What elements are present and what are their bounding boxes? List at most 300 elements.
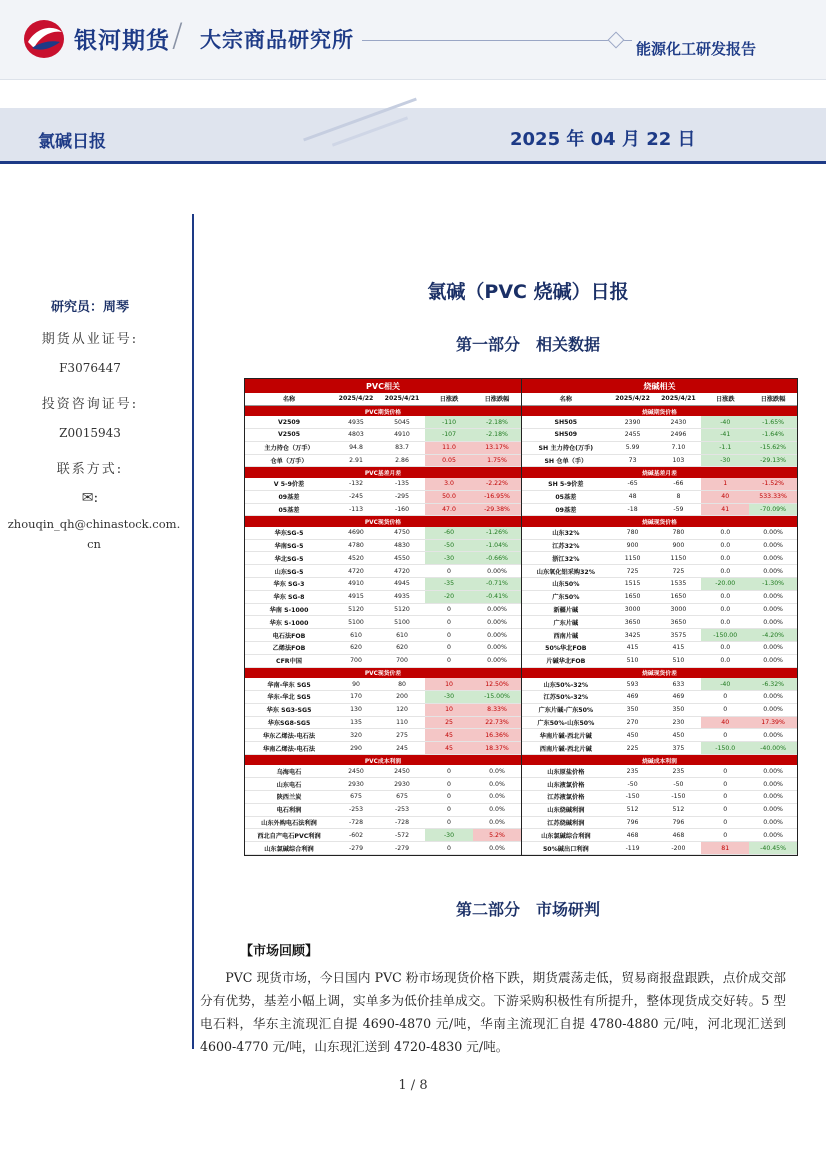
table-cell: -150.00 xyxy=(701,629,749,641)
table-cell: 0 xyxy=(723,819,728,826)
row-label: 华南-华东 SG5 xyxy=(267,681,311,689)
row-label: 山东50%-32% xyxy=(543,681,589,689)
column-header-cell: 2025/4/21 xyxy=(661,395,696,403)
table-subsection-header: PVC期货价格 xyxy=(245,406,521,417)
table-row xyxy=(245,552,521,565)
table-row xyxy=(245,565,521,578)
table-cell: 4520 xyxy=(348,554,364,562)
title-band xyxy=(0,108,826,164)
table-cell: -135 xyxy=(394,480,410,488)
table-cell: 4780 xyxy=(348,542,364,550)
report-date: 2025 年 04 月 22 日 xyxy=(510,129,696,150)
table-cell: 0.0 xyxy=(720,618,731,626)
row-label: 50%碱出口利润 xyxy=(542,845,589,853)
table-cell: 1650 xyxy=(624,593,641,601)
table-row xyxy=(522,729,797,742)
row-label: 华东SG8-SG5 xyxy=(267,719,311,727)
table-cell: 2455 xyxy=(624,431,641,439)
table-cell: 135 xyxy=(350,718,362,726)
table-row xyxy=(245,691,521,704)
section-title-analysis: 第二部分 市场研判 xyxy=(455,900,600,919)
table-cell: 3650 xyxy=(624,618,641,626)
row-label: 山东氯碱综合利润 xyxy=(264,845,314,853)
table-cell: 510 xyxy=(626,657,639,665)
table-cell: 0 xyxy=(447,618,451,626)
table-cell: 0.0% xyxy=(489,844,505,852)
table-cell: 0 xyxy=(447,644,451,652)
table-row xyxy=(245,478,521,491)
row-label: 西南片碱-西北片碱 xyxy=(539,745,592,753)
table-row xyxy=(245,504,521,517)
table-row xyxy=(522,578,797,591)
row-label: 江苏液氯价格 xyxy=(547,794,585,802)
table-row xyxy=(522,678,797,691)
table-cell: 0.00% xyxy=(763,567,783,575)
table-row xyxy=(522,778,797,791)
table-cell: -2.18% xyxy=(473,416,521,428)
table-cell: -1.04% xyxy=(473,540,521,552)
row-label: SH 5-9价差 xyxy=(548,481,584,489)
table-row xyxy=(245,791,521,804)
table-cell: -200 xyxy=(671,844,686,852)
table-cell: 0.0 xyxy=(720,606,731,614)
table-cell: 0 xyxy=(447,631,451,639)
table-cell: -15.62% xyxy=(749,442,797,454)
row-label: CFR中国 xyxy=(276,658,302,666)
table-row xyxy=(245,655,521,668)
table-cell: -113 xyxy=(348,505,364,513)
table-cell: 620 xyxy=(350,644,362,652)
table-cell: 200 xyxy=(396,693,408,701)
table-cell: 0.05 xyxy=(425,455,473,467)
table-row xyxy=(522,655,797,668)
table-cell: 110 xyxy=(396,718,408,726)
table-cell: 0 xyxy=(723,706,728,714)
table-row xyxy=(245,527,521,540)
table-cell: 510 xyxy=(672,657,685,665)
table-cell: 120 xyxy=(396,706,408,714)
table-row xyxy=(245,717,521,730)
table-row xyxy=(245,629,521,642)
table-cell: 2.91 xyxy=(349,457,363,465)
market-review-paragraph: PVC 现货市场，今日国内 PVC 粉市场现货价格下跌，期货震荡走低，贸易商报盘跟跌，点价成交部分有优势，基差小幅上调，实单多为低价挂单成交。下游采购积极性有所提升，整体现货成交好转。5 型电石料，华东主流现汇自提 4690-4870 元/吨，华南主流现汇自提 4780-4880 元/吨，河北现汇送到 4600-4770 元/吨，山东现汇送到 4720-4830 元/吨。 xyxy=(200,970,786,1054)
galaxy-futures-logo-icon xyxy=(22,18,66,60)
advisory-number: Z0015943 xyxy=(59,426,121,440)
row-label: 广东片碱 xyxy=(553,619,579,627)
table-cell: 230 xyxy=(672,718,685,726)
table-cell: 5.2% xyxy=(473,829,521,841)
table-cell: 450 xyxy=(626,731,639,739)
table-row xyxy=(522,478,797,491)
table-row xyxy=(245,442,521,455)
row-label: 乌海电石 xyxy=(276,768,302,776)
table-cell: 0.0 xyxy=(720,657,731,665)
table-cell: 0.00% xyxy=(763,831,783,839)
pvc-table-title: PVC相关 xyxy=(245,379,521,393)
table-cell: 0 xyxy=(447,844,451,852)
section-title-data: 第一部分 相关数据 xyxy=(455,335,600,354)
analyst-email[interactable]: zhouqin_qh@chinastock.com.cn xyxy=(7,517,181,551)
table-row xyxy=(522,540,797,553)
qualification-label: 期货从业证号: xyxy=(41,332,139,347)
table-cell: 25 xyxy=(425,717,473,729)
table-row xyxy=(245,704,521,717)
row-label: 华东 SG-8 xyxy=(273,594,305,602)
table-cell: -253 xyxy=(394,806,410,814)
table-cell: 4550 xyxy=(394,554,410,562)
table-cell: 3.0 xyxy=(425,478,473,490)
table-cell: 275 xyxy=(396,731,408,739)
table-cell: 780 xyxy=(626,529,639,537)
report-type: 能源化工研发报告 xyxy=(636,40,757,58)
table-subsection-header: PVC现货价格 xyxy=(245,516,521,527)
table-cell: 0.00% xyxy=(763,806,783,814)
row-label: 广东50% xyxy=(552,594,580,602)
table-row xyxy=(245,540,521,553)
table-cell: 40 xyxy=(701,717,749,729)
table-cell: 7.10 xyxy=(671,444,686,452)
column-header-cell: 2025/4/22 xyxy=(338,395,374,403)
table-cell: 0.0 xyxy=(720,593,731,601)
table-cell: 0.00% xyxy=(487,606,507,614)
table-cell: -0.41% xyxy=(473,591,521,603)
table-cell: 4910 xyxy=(348,580,364,588)
table-cell: 675 xyxy=(350,793,362,801)
table-cell: 4910 xyxy=(394,431,410,439)
table-cell: 1650 xyxy=(670,593,687,601)
row-label: V2505 xyxy=(277,431,300,439)
table-cell: 0.0% xyxy=(489,806,505,814)
table-row xyxy=(522,817,797,830)
table-row xyxy=(245,765,521,778)
table-cell: 40 xyxy=(701,491,749,503)
table-cell: 103 xyxy=(672,457,685,465)
table-cell: 415 xyxy=(626,644,639,652)
table-cell: 3000 xyxy=(624,606,641,614)
table-cell: 10 xyxy=(425,678,473,690)
table-row xyxy=(522,629,797,642)
row-label: SH505 xyxy=(554,418,578,426)
table-cell: 235 xyxy=(626,767,639,775)
table-cell: 0.00% xyxy=(763,731,783,739)
table-cell: -66 xyxy=(673,480,684,488)
table-row xyxy=(522,765,797,778)
table-cell: 0 xyxy=(723,767,728,775)
table-row xyxy=(522,804,797,817)
table-row xyxy=(522,455,797,468)
table-cell: 8.33% xyxy=(473,704,521,716)
table-subsection-header: PVC现货价差 xyxy=(245,668,521,679)
table-cell: -1.1 xyxy=(701,442,749,454)
row-label: 山东烧碱利润 xyxy=(547,807,585,815)
table-cell: 2.86 xyxy=(395,457,409,465)
table-row xyxy=(522,829,797,842)
table-row xyxy=(522,791,797,804)
table-cell: 73 xyxy=(628,457,637,465)
table-cell: 0 xyxy=(723,793,728,801)
table-cell: 4935 xyxy=(394,593,410,601)
table-cell: 1535 xyxy=(670,580,687,588)
table-cell: 94.8 xyxy=(349,444,363,452)
table-row xyxy=(522,416,797,429)
report-header xyxy=(0,0,826,80)
table-cell: 0.00% xyxy=(763,693,783,701)
table-row xyxy=(522,565,797,578)
table-row xyxy=(245,578,521,591)
table-cell: 4720 xyxy=(394,567,410,575)
table-cell: 350 xyxy=(626,706,639,714)
column-header-cell: 名称 xyxy=(559,396,573,404)
table-cell: -60 xyxy=(425,527,473,539)
table-row xyxy=(522,527,797,540)
row-label: 山东原盐价格 xyxy=(547,768,585,776)
table-cell: 3575 xyxy=(670,631,687,639)
caustic-table-title: 烧碱相关 xyxy=(522,379,797,393)
row-label: 华东乙烯法-电石法 xyxy=(262,732,316,740)
table-cell: 10 xyxy=(425,704,473,716)
table-cell: 0.0% xyxy=(489,767,505,775)
table-cell: 5120 xyxy=(348,606,364,614)
table-row xyxy=(522,717,797,730)
table-cell: 83.7 xyxy=(395,444,409,452)
table-subsection-header: 烧碱成本利润 xyxy=(522,755,797,766)
table-cell: 0.00% xyxy=(763,593,783,601)
table-cell: -40.45% xyxy=(749,842,797,854)
row-label: 广东片碱-广东50% xyxy=(538,707,594,715)
table-cell: 512 xyxy=(672,806,685,814)
table-cell: 4720 xyxy=(348,567,364,575)
table-cell: -2.22% xyxy=(473,478,521,490)
table-row xyxy=(522,616,797,629)
table-cell: 0.0 xyxy=(720,567,731,575)
table-cell: 700 xyxy=(350,657,362,665)
table-cell: 3425 xyxy=(624,631,641,639)
table-row xyxy=(522,704,797,717)
table-cell: -1.26% xyxy=(473,527,521,539)
table-cell: -279 xyxy=(348,844,364,852)
row-label: 西南片碱 xyxy=(553,632,579,640)
table-cell: 5045 xyxy=(394,418,410,426)
row-label: 山东32% xyxy=(552,530,580,538)
table-cell: -160 xyxy=(394,505,410,513)
table-cell: 0.0% xyxy=(489,819,505,826)
table-row xyxy=(245,416,521,429)
table-cell: 1515 xyxy=(624,580,641,588)
row-label: SH 主力持仓(万手) xyxy=(538,445,594,453)
brand-name: 银河期货 xyxy=(74,28,170,54)
diamond-ornament-icon xyxy=(608,32,625,49)
table-cell: -295 xyxy=(394,493,410,501)
table-cell: -119 xyxy=(625,844,640,852)
table-cell: -150 xyxy=(625,793,640,801)
table-cell: 0 xyxy=(447,606,451,614)
table-cell: -150.0 xyxy=(701,742,749,754)
row-label: 华东 SG3-SG5 xyxy=(266,707,312,715)
table-cell: 0.00% xyxy=(763,606,783,614)
table-cell: 8 xyxy=(676,493,681,501)
table-cell: 900 xyxy=(626,542,639,550)
table-row xyxy=(245,642,521,655)
row-label: V 5-9价差 xyxy=(273,481,305,489)
table-cell: 533.33% xyxy=(749,491,797,503)
column-header-cell: 2025/4/22 xyxy=(615,395,650,403)
table-cell: 0.00% xyxy=(763,793,783,801)
row-label: 华东 S-1000 xyxy=(269,619,309,627)
column-header-cell: 2025/4/21 xyxy=(384,395,420,403)
row-label: 江苏32% xyxy=(552,543,580,551)
table-cell: -572 xyxy=(394,831,410,839)
row-label: 华东 SG-3 xyxy=(273,581,305,589)
column-header-cell: 日涨跌 xyxy=(439,396,459,404)
table-cell: 900 xyxy=(672,542,685,550)
table-cell: -59 xyxy=(673,505,684,513)
table-cell: -40.00% xyxy=(749,742,797,754)
table-cell: -0.66% xyxy=(473,552,521,564)
table-cell: 170 xyxy=(350,693,362,701)
table-cell: 0.00% xyxy=(487,618,507,626)
table-cell: 0.00% xyxy=(487,631,507,639)
row-label: 浙江32% xyxy=(552,555,580,563)
table-cell: 2930 xyxy=(394,780,410,788)
table-cell: 45 xyxy=(425,729,473,741)
table-cell: 5100 xyxy=(348,618,364,626)
institute-name: 大宗商品研究所 xyxy=(200,28,354,52)
table-cell: 725 xyxy=(626,567,639,575)
table-subsection-header: PVC基差月差 xyxy=(245,467,521,478)
table-cell: 1.75% xyxy=(473,455,521,467)
table-cell: -1.64% xyxy=(749,429,797,441)
table-row xyxy=(245,678,521,691)
table-cell: 0 xyxy=(447,806,451,814)
table-cell: 5120 xyxy=(394,606,410,614)
table-cell: 0 xyxy=(723,780,728,788)
table-cell: 0.0 xyxy=(720,529,731,537)
table-cell: 4750 xyxy=(394,529,410,537)
table-cell: -245 xyxy=(348,493,364,501)
table-cell: -18 xyxy=(627,505,638,513)
row-label: 新疆片碱 xyxy=(553,607,579,615)
envelope-icon: ✉: xyxy=(81,490,99,506)
table-cell: 11.0 xyxy=(425,442,473,454)
table-cell: 270 xyxy=(626,718,639,726)
table-row xyxy=(245,778,521,791)
table-cell: 700 xyxy=(396,657,408,665)
table-cell: -132 xyxy=(348,480,364,488)
row-label: 乙烯法FOB xyxy=(272,645,306,653)
table-row xyxy=(522,604,797,617)
table-cell: -279 xyxy=(394,844,410,852)
pvc-column-header xyxy=(245,393,521,406)
table-cell: 0.00% xyxy=(763,780,783,788)
table-cell: 45 xyxy=(425,742,473,754)
table-cell: 3000 xyxy=(670,606,687,614)
table-cell: 2450 xyxy=(348,767,364,775)
table-cell: 796 xyxy=(626,819,639,826)
table-row xyxy=(245,491,521,504)
row-label: 华南SG-5 xyxy=(274,543,304,551)
row-label: 山东50% xyxy=(552,581,580,589)
row-label: 山东液氯价格 xyxy=(547,781,585,789)
column-header-cell: 日涨跌幅 xyxy=(484,396,510,404)
table-row xyxy=(522,842,797,855)
table-cell: 450 xyxy=(672,731,685,739)
table-row xyxy=(522,691,797,704)
table-cell: 0.00% xyxy=(487,567,507,575)
table-cell: 375 xyxy=(672,744,685,752)
table-cell: -602 xyxy=(348,831,364,839)
table-cell: -2.18% xyxy=(473,429,521,441)
table-cell: 0 xyxy=(447,767,451,775)
table-row xyxy=(522,429,797,442)
table-cell: 0.0 xyxy=(720,542,731,550)
table-cell: -29.38% xyxy=(473,504,521,516)
table-cell: -110 xyxy=(425,416,473,428)
table-cell: 3650 xyxy=(670,618,687,626)
table-cell: 16.36% xyxy=(473,729,521,741)
table-cell: 1150 xyxy=(670,554,687,562)
table-cell: 47.0 xyxy=(425,504,473,516)
table-cell: -50 xyxy=(627,780,638,788)
table-cell: 1150 xyxy=(624,554,641,562)
table-cell: 1 xyxy=(701,478,749,490)
table-cell: -30 xyxy=(425,829,473,841)
table-cell: 2450 xyxy=(394,767,410,775)
market-review-heading: 【市场回顾】 xyxy=(240,944,319,959)
sidebar-divider xyxy=(192,214,194,1049)
table-row xyxy=(245,842,521,855)
row-label: 江苏50%-32% xyxy=(543,694,589,702)
table-cell: 80 xyxy=(398,680,406,688)
table-cell: -15.00% xyxy=(473,691,521,703)
row-label: 片碱华北FOB xyxy=(546,658,586,666)
table-row xyxy=(522,742,797,755)
table-cell: 0.00% xyxy=(763,618,783,626)
table-subsection-header: 烧碱现货价格 xyxy=(522,516,797,527)
table-cell: -150 xyxy=(671,793,686,801)
table-row xyxy=(245,817,521,830)
table-cell: 5100 xyxy=(394,618,410,626)
contact-label: 联系方式: xyxy=(56,462,124,477)
table-cell: 0 xyxy=(447,780,451,788)
table-cell: 4690 xyxy=(348,529,364,537)
table-cell: -41 xyxy=(701,429,749,441)
table-cell: -35 xyxy=(425,578,473,590)
row-label: V2509 xyxy=(277,418,300,426)
table-row xyxy=(522,591,797,604)
table-cell: -728 xyxy=(394,819,410,826)
table-cell: 350 xyxy=(672,706,685,714)
table-cell: -30 xyxy=(425,552,473,564)
table-cell: 2496 xyxy=(670,431,687,439)
table-cell: 468 xyxy=(672,831,685,839)
table-cell: 0 xyxy=(723,831,728,839)
table-cell: 0 xyxy=(447,567,451,575)
table-cell: 0 xyxy=(723,731,728,739)
table-cell: -20 xyxy=(425,591,473,603)
table-cell: 0.00% xyxy=(763,644,783,652)
table-row xyxy=(245,742,521,755)
table-cell: 12.50% xyxy=(473,678,521,690)
table-subsection-header: 烧碱基差月差 xyxy=(522,467,797,478)
table-cell: 290 xyxy=(350,744,362,752)
table-cell: 415 xyxy=(672,644,685,652)
table-cell: -50 xyxy=(673,780,684,788)
row-label: 华南乙烯法-电石法 xyxy=(262,745,316,753)
table-cell: 5.99 xyxy=(625,444,640,452)
row-label: 电石法FOB xyxy=(272,632,306,640)
table-row xyxy=(245,604,521,617)
table-cell: -0.71% xyxy=(473,578,521,590)
